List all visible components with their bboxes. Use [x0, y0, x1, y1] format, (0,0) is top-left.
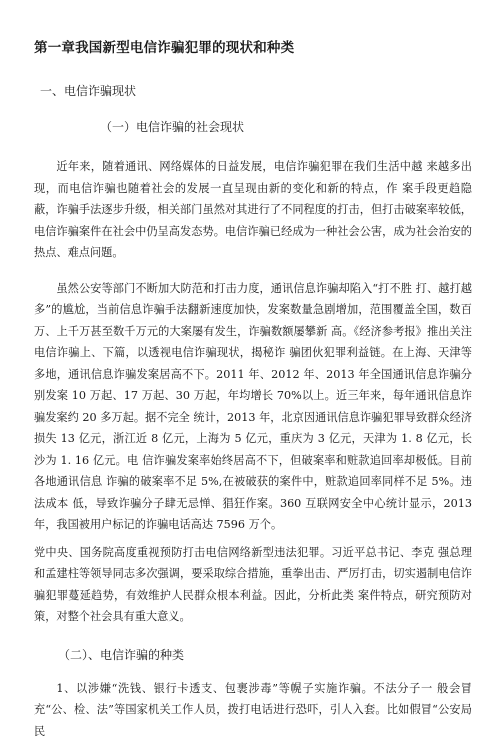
- subsection-heading: （一）电信诈骗的社会现状: [100, 118, 472, 136]
- paragraph-social-status: 近年来，随着通讯、网络媒体的日益发展，电信诈骗犯罪在我们生活中越 来越多出现，而电信诈骗也随着社会的发展一直呈现由新的变化和新的特点，作 案手段更趋隐蔽，诈骗手法逐步升级，相关部门虽然对其进行了不同程度的打击，但打击破案率较低，电信诈骗案件在社会中仍呈高发态势。电信诈骗已经成为一种社会公害，成为社会治安的热点、难点问题。: [34, 156, 472, 264]
- section-heading: 一、电信诈骗现状: [40, 82, 472, 100]
- paragraph-statistics: 虽然公安等部门不断加大防范和打击力度，通讯信息诈骗却陷入“打不胜 打、越打越多”的尴尬，当前信息诈骗手法翻新速度加快，发案数量急剧增加，范围覆盖全国，数百万、上千万甚至数千万元的大案屡有发生，诈骗数额屡攀新 高。《经济参考报》推出关注电信诈骗上、下篇，以透视电信诈骗现状，揭秘诈 骗团伙犯罪利益链。在上海、天津等多地，通讯信息诈骗发案居高不下。2011 年、2012 年、2013 年全国通讯信息诈骗分别发案 10 万起、17 万起、30 万起，年均增长 70%以上。近三年来，每年通讯信息诈骗发案约 20 多万起。据不完全 统计，2013 年，北京因通讯信息诈骗犯罪导致群众经济损失 13 亿元，浙江近 8 亿元，上海为 5 亿元，重庆为 3 亿元，天津为 1. 8 亿元，长沙为 1. 16 亿元。电 信诈骗发案率始终居高不下，但破案率和赃款追回率却极低。目前各地通讯信息 诈骗的破案率不足 5%,在被破获的案件中，赃款追回率同样不足 5%。违法成本 低，导致诈骗分子肆无忌惮、猖狂作案。360 互联网安全中心统计显示，2013 年，我国被用户标记的诈骗电话高达 7596 万个。: [34, 278, 472, 536]
- chapter-title: 第一章我国新型电信诈骗犯罪的现状和种类: [34, 38, 472, 58]
- paragraph-fraud-type-1: 1、以涉嫌“洗钱、银行卡透支、包裹涉毒”等幌子实施诈骗。不法分子一 般会冒充“公、检、法”等国家机关工作人员，拨打电话进行恐吓，引人入套。比如假冒“公安局民: [34, 678, 472, 742]
- paragraph-central-government: 党中央、国务院高度重视预防打击电信网络新型违法犯罪。习近平总书记、李克 强总理和孟建柱等领导同志多次强调，要采取综合措施，重拳出击、严厉打击，切实遏制电信诈骗犯罪蔓延趋势，有效维护人民群众根本利益。因此，分析此类 案件特点，研究预防对策，对整个社会具有重大意义。: [34, 542, 472, 628]
- subsection-heading-types: （二）、电信诈骗的种类: [58, 646, 472, 664]
